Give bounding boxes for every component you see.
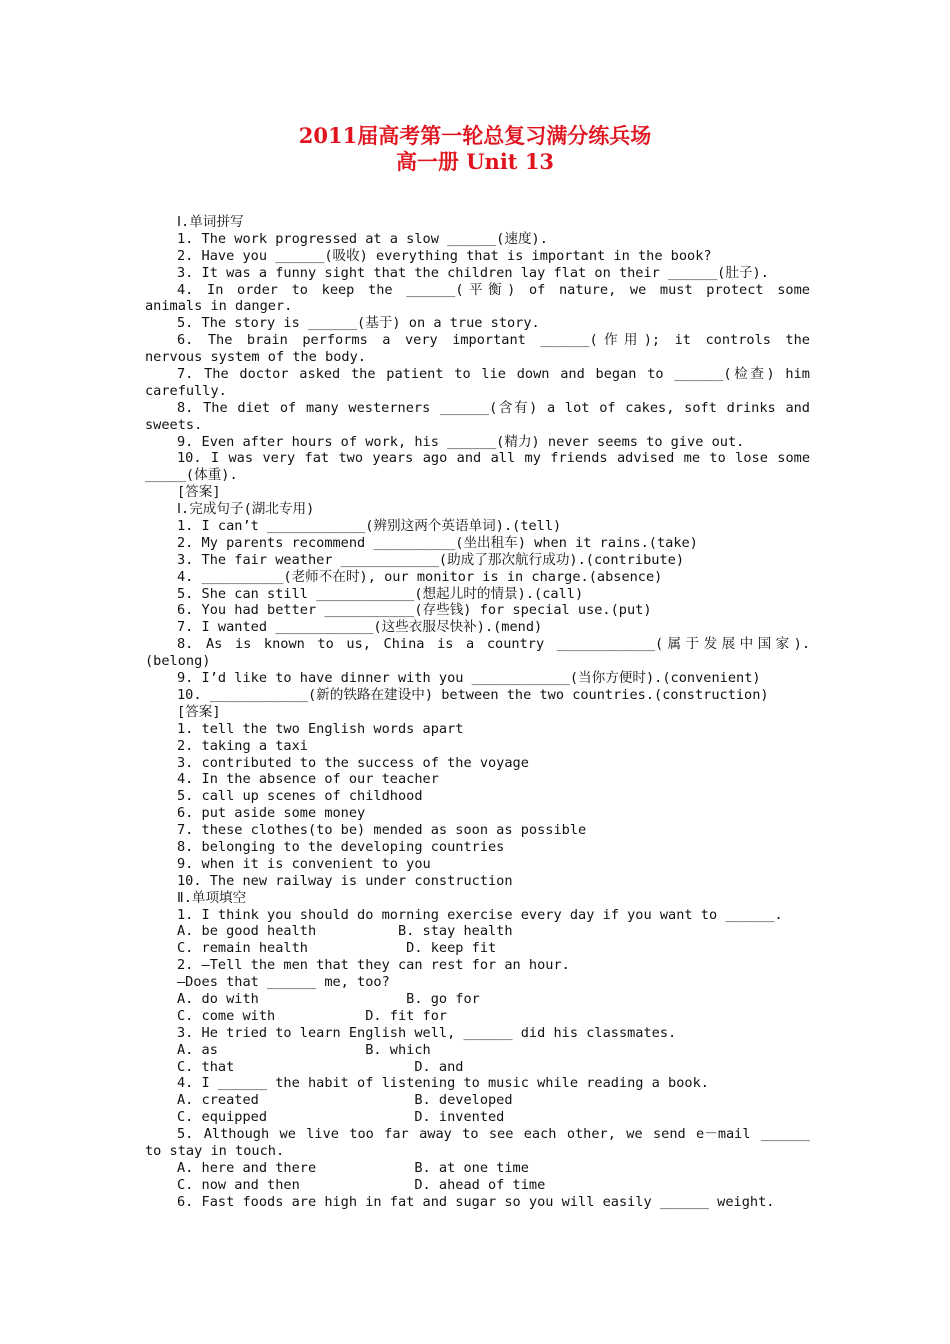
text-line: 2. Have you ______(吸收) everything that is important in the book? bbox=[177, 247, 712, 264]
text-line: C. now and then D. ahead of time bbox=[177, 1176, 546, 1193]
text-line: 10. The new railway is under construction bbox=[177, 872, 513, 889]
text-line: [答案] bbox=[177, 703, 221, 720]
text-line: 2. taking a taxi bbox=[177, 737, 308, 754]
text-line: 8. belonging to the developing countries bbox=[177, 838, 505, 855]
text-line: 4. I ______ the habit of listening to music while reading a book. bbox=[177, 1075, 709, 1092]
text-line: 9. I’d like to have dinner with you ____________(当你方便时).(convenient) bbox=[177, 670, 761, 687]
text-line: Ⅱ.单项填空 bbox=[177, 889, 247, 906]
text-line: 9. Even after hours of work, his ______(精力) never seems to give out. bbox=[177, 433, 745, 450]
text-line: 5. The story is ______(基于) on a true story. bbox=[177, 315, 540, 332]
text-line: Ⅰ.单词拼写 bbox=[177, 214, 244, 230]
text-line: C. come with D. fit for bbox=[177, 1007, 448, 1024]
text-line: 1. tell the two English words apart bbox=[177, 720, 464, 737]
text-line: nervous system of the body. bbox=[145, 349, 366, 366]
text-line: —Does that ______ me, too? bbox=[177, 974, 390, 991]
text-line: 5. She can still ____________(想起儿时的情景).(call) bbox=[177, 585, 584, 602]
text-line: to stay in touch. bbox=[145, 1142, 285, 1159]
document-title: 2011届高考第一轮总复习满分练兵场 bbox=[298, 123, 652, 148]
text-line: A. do with B. go for bbox=[177, 990, 480, 1007]
text-line: 10. I was very fat two years ago and all my friends advised me to lose some bbox=[177, 450, 810, 467]
text-line: 2. —Tell the men that they can rest for an hour. bbox=[177, 957, 570, 974]
text-line: 8. The diet of many westerners ______(含有) a lot of cakes, soft drinks and bbox=[177, 399, 810, 416]
text-line: 3. He tried to learn English well, ______ did his classmates. bbox=[177, 1024, 677, 1041]
text-line: 7. these clothes(to be) mended as soon as possible bbox=[177, 822, 587, 839]
text-line: 7. The doctor asked the patient to lie down and began to ______(检查) him bbox=[177, 366, 810, 383]
text-line: sweets. bbox=[145, 416, 203, 433]
text-line: C. remain health D. keep fit bbox=[177, 940, 497, 957]
text-line: A. created B. developed bbox=[177, 1092, 513, 1109]
text-line: C. equipped D. invented bbox=[177, 1109, 505, 1126]
text-line: [答案] bbox=[177, 484, 221, 501]
text-line: 4. __________(老师不在时), our monitor is in charge.(absence) bbox=[177, 568, 663, 585]
text-line: 10. ____________(新的铁路在建设中) between the two countries.(construction) bbox=[177, 686, 769, 703]
text-line: 3. The fair weather ____________(助成了那次航行成功).(contribute) bbox=[177, 551, 684, 568]
text-line: 3. contributed to the success of the voyage bbox=[177, 754, 529, 771]
text-line: 8. As is known to us, China is a country ____________(属于发展中国家). bbox=[177, 636, 810, 653]
text-line: 5. Although we live too far away to see each other, we send e－mail ______ bbox=[177, 1126, 810, 1143]
text-line: A. here and there B. at one time bbox=[177, 1159, 529, 1176]
text-line: Ⅰ.完成句子(湖北专用) bbox=[177, 501, 315, 518]
text-line: 7. I wanted ____________(这些衣服尽快补).(mend) bbox=[177, 619, 543, 636]
text-line: 1. The work progressed at a slow ______(速度). bbox=[177, 230, 548, 247]
text-line: 6. put aside some money bbox=[177, 805, 366, 822]
text-line: 4. In the absence of our teacher bbox=[177, 771, 439, 788]
text-line: 1. I can’t ____________(辨别这两个英语单词).(tell) bbox=[177, 518, 562, 535]
text-line: A. as B. which bbox=[177, 1041, 431, 1058]
text-line: 1. I think you should do morning exercise every day if you want to ______. bbox=[177, 906, 783, 923]
text-line: 2. My parents recommend __________(坐出租车) when it rains.(take) bbox=[177, 534, 698, 551]
text-line: 4. In order to keep the ______(平衡) of nature, we must protect some bbox=[177, 281, 810, 298]
document-subtitle: 高一册 Unit 13 bbox=[395, 149, 555, 174]
text-line: 6. You had better ___________(存些钱) for special use.(put) bbox=[177, 602, 652, 619]
text-line: 6. Fast foods are high in fat and sugar so you will easily ______ weight. bbox=[177, 1193, 775, 1210]
text-line: 5. call up scenes of childhood bbox=[177, 788, 423, 805]
text-line: _____(体重). bbox=[145, 467, 238, 484]
exercise-body bbox=[145, 214, 810, 1211]
text-line: carefully. bbox=[145, 382, 227, 399]
text-line: (belong) bbox=[145, 653, 211, 670]
text-line: animals in danger. bbox=[145, 298, 293, 315]
text-line: 6. The brain performs a very important ______(作用); it controls the bbox=[177, 332, 810, 349]
text-line: C. that D. and bbox=[177, 1058, 464, 1075]
text-line: A. be good health B. stay health bbox=[177, 923, 513, 940]
text-line: 3. It was a funny sight that the children lay flat on their ______(肚子). bbox=[177, 264, 769, 281]
text-line: 9. when it is convenient to you bbox=[177, 855, 431, 872]
